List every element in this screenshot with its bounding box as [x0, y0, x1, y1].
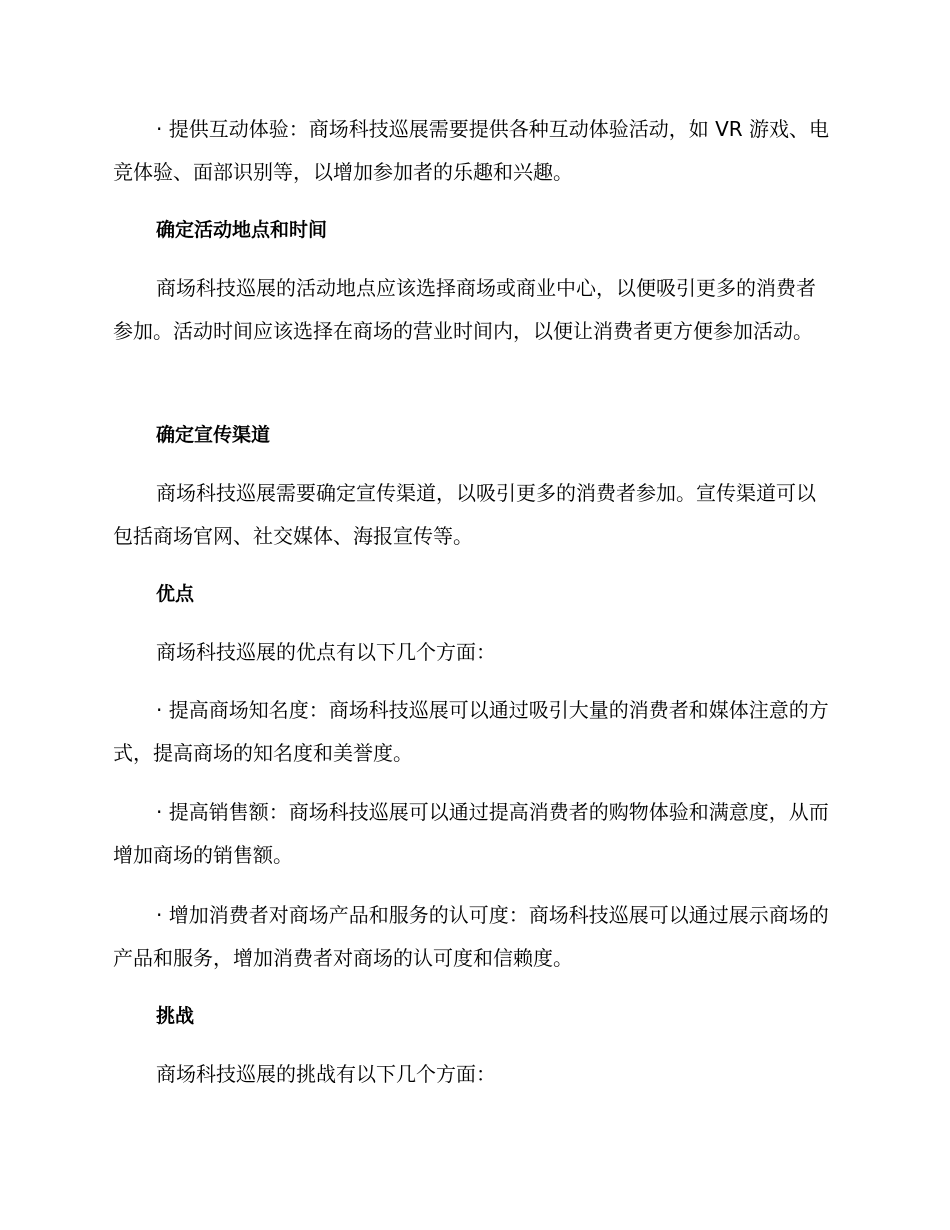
paragraph-challenges-intro: 商场科技巡展的挑战有以下几个方面： — [156, 1062, 496, 1086]
paragraph-promotion-channels: 商场科技巡展需要确定宣传渠道，以吸引更多的消费者参加。宣传渠道可以包括商场官网、社交媒体、海报宣传等。 — [113, 481, 816, 548]
heading-advantages: 优点 — [156, 583, 195, 605]
bullet-brand-awareness: · 提高商场知名度：商场科技巡展可以通过吸引大量的消费者和媒体注意的方式，提高商场的知名度和美誉度。 — [113, 698, 829, 765]
heading-challenges: 挑战 — [156, 1005, 195, 1027]
paragraph-advantages-intro: 商场科技巡展的优点有以下几个方面： — [156, 640, 496, 664]
heading-promotion-channels: 确定宣传渠道 — [156, 424, 271, 446]
paragraph-location-time: 商场科技巡展的活动地点应该选择商场或商业中心，以便吸引更多的消费者参加。活动时间应该选择在商场的营业时间内，以便让消费者更方便参加活动。 — [113, 276, 816, 343]
bullet-sales: · 提高销售额：商场科技巡展可以通过提高消费者的购物体验和满意度，从而增加商场的销售额。 — [113, 800, 829, 867]
bullet-recognition: · 增加消费者对商场产品和服务的认可度：商场科技巡展可以通过展示商场的产品和服务，增加消费者对商场的认可度和信赖度。 — [113, 903, 829, 970]
bullet-interactive-experience: · 提供互动体验：商场科技巡展需要提供各种互动体验活动，如 VR 游戏、电竞体验、面部识别等，以增加参加者的乐趣和兴趣。 — [113, 117, 830, 184]
heading-location-time: 确定活动地点和时间 — [156, 219, 328, 241]
